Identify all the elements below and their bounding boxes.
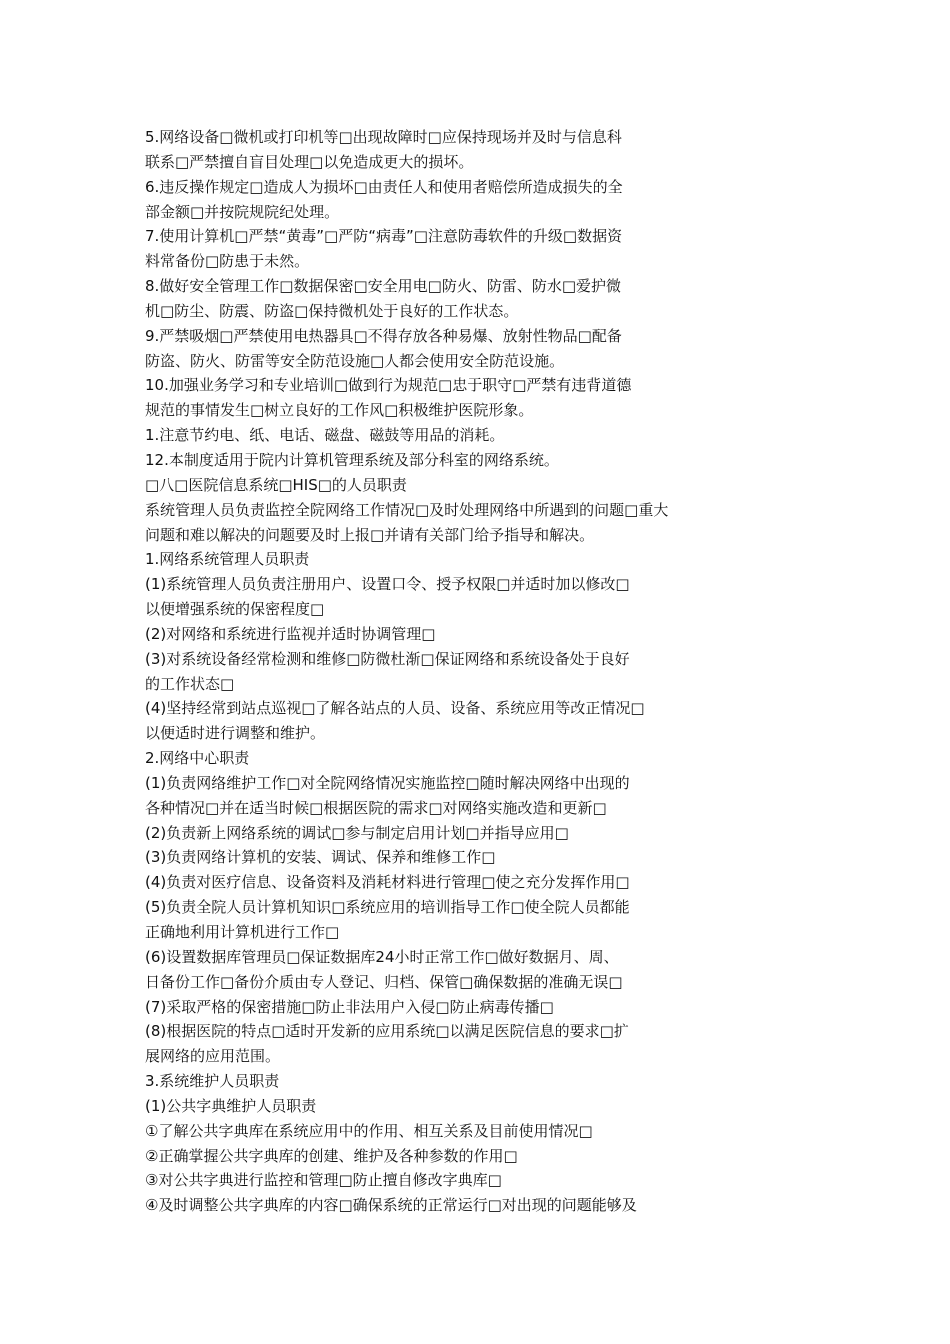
text-line: 联系□严禁擅自盲目处理□以免造成更大的损坏。 [145,152,474,171]
text-line: 以便增强系统的保密程度□ [145,600,325,619]
text-line: 系统管理人员负责监控全院网络工作情况□及时处理网络中所遇到的问题□重大 [145,500,669,519]
text-line: 机□防尘、防震、防盗□保持微机处于良好的工作状态。 [145,301,519,320]
text-line: 6.违反操作规定□造成人为损坏□由责任人和使用者赔偿所造成损失的全 [145,177,623,196]
text-line: 8.做好安全管理工作□数据保密□安全用电□防火、防雷、防水□爱护微 [145,277,622,296]
text-line: (6)设置数据库管理员□保证数据库24小时正常工作□做好数据月、周、 [145,947,619,966]
text-line: ④及时调整公共字典库的内容□确保系统的正常运行□对出现的问题能够及 [145,1196,637,1215]
text-line: 日备份工作□备份介质由专人登记、归档、保管□确保数据的准确无误□ [145,972,623,991]
text-line: 12.本制度适用于院内计算机管理系统及部分科室的网络系统。 [145,450,559,469]
text-line: 2.网络中心职责 [145,749,250,768]
text-line: (3)对系统设备经常检测和维修□防微杜渐□保证网络和系统设备处于良好 [145,649,630,668]
text-line: 9.严禁吸烟□严禁使用电热器具□不得存放各种易爆、放射性物品□配备 [145,326,622,345]
text-line: 部金额□并按院规院纪处理。 [145,202,340,221]
text-line: 规范的事情发生□树立良好的工作风□积极维护医院形象。 [145,401,534,420]
text-line: 各种情况□并在适当时候□根据医院的需求□对网络实施改造和更新□ [145,798,607,817]
text-line: (2)负责新上网络系统的调试□参与制定启用计划□并指导应用□ [145,823,569,842]
text-line: 7.使用计算机□严禁“黄毒”□严防“病毒”□注意防毒软件的升级□数据资 [145,227,623,246]
text-line: 1.网络系统管理人员职责 [145,550,310,569]
text-line: (3)负责网络计算机的安装、调试、保养和维修工作□ [145,848,496,867]
text-line: (1)系统管理人员负责注册用户、设置口令、授予权限□并适时加以修改□ [145,575,630,594]
text-line: ①了解公共字典库在系统应用中的作用、相互关系及目前使用情况□ [145,1121,593,1140]
text-line: 3.系统维护人员职责 [145,1072,280,1091]
text-line: 1.注意节约电、纸、电话、磁盘、磁鼓等用品的消耗。 [145,426,505,445]
text-line: 展网络的应用范围。 [145,1047,281,1066]
text-line: (4)负责对医疗信息、设备资料及消耗材料进行管理□使之充分发挥作用□ [145,873,630,892]
text-line: 以便适时进行调整和维护。 [145,724,326,743]
document-body [145,125,725,1218]
text-line: (4)坚持经常到站点巡视□了解各站点的人员、设备、系统应用等改正情况□ [145,699,645,718]
text-line: 料常备份□防患于未然。 [145,252,310,271]
text-line: (1)公共字典维护人员职责 [145,1096,317,1115]
text-line: 问题和难以解决的问题要及时上报□并请有关部门给予指导和解决。 [145,525,595,544]
text-line: □八□医院信息系统□HIS□的人员职责 [145,475,407,494]
text-line: 10.加强业务学习和专业培训□做到行为规范□忠于职守□严禁有违背道德 [145,376,632,395]
text-line: (2)对网络和系统进行监视并适时协调管理□ [145,624,436,643]
text-line: (7)采取严格的保密措施□防止非法用户入侵□防止病毒传播□ [145,997,554,1016]
text-line: 正确地利用计算机进行工作□ [145,923,340,941]
text-line: (8)根据医院的特点□适时开发新的应用系统□以满足医院信息的要求□扩 [145,1022,629,1041]
text-line: ③对公共字典进行监控和管理□防止擅自修改字典库□ [145,1171,502,1190]
text-line: ②正确掌握公共字典库的创建、维护及各种参数的作用□ [145,1146,518,1165]
text-line: 防盗、防火、防雷等安全防范设施□人都会使用安全防范设施。 [145,351,565,370]
text-line: 5.网络设备□微机或打印机等□出现故障时□应保持现场并及时与信息科 [145,128,622,146]
text-line: (5)负责全院人员计算机知识□系统应用的培训指导工作□使全院人员都能 [145,898,630,917]
text-line: (1)负责网络维护工作□对全院网络情况实施监控□随时解决网络中出现的 [145,773,630,792]
text-line: 的工作状态□ [145,674,235,693]
